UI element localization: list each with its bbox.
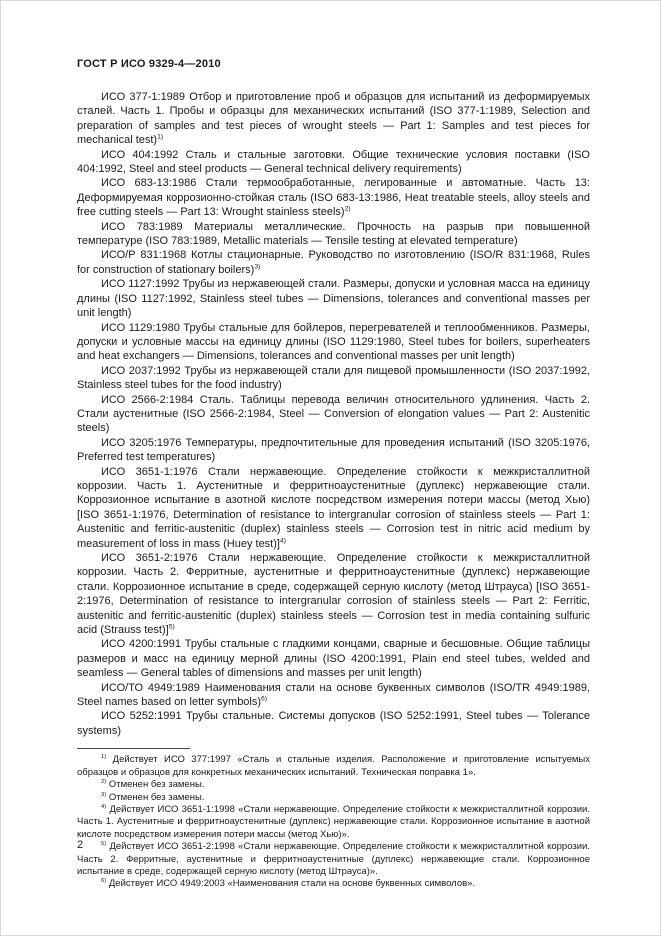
footnote-ref: 5) bbox=[168, 623, 175, 631]
standard-reference bbox=[77, 90, 590, 148]
footnote-marker: 6) bbox=[101, 878, 107, 885]
footnote-marker: 1) bbox=[101, 754, 107, 761]
standard-reference-text: ИСО/ТО 4949:1989 Наименования стали на основе буквенных символов (ISO/TR 4949:1989, Steel names based on letter symbols) bbox=[77, 681, 590, 709]
footnote-ref: 4) bbox=[279, 536, 287, 544]
footnote-text: Действует ИСО 4949:2003 «Наименования стали на основе буквенных символов». bbox=[108, 878, 476, 890]
footnote-ref: 1) bbox=[157, 133, 164, 141]
standard-reference bbox=[77, 709, 590, 738]
standard-reference bbox=[77, 277, 590, 320]
standard-reference bbox=[77, 465, 590, 551]
standard-reference bbox=[77, 220, 590, 249]
footnote-text: Действует ИСО 377:1997 «Сталь и стальные изделия. Расположение и приготовление испытуемых образцов и образцов для конкретных механических испытаний. Техническая поправка 1». bbox=[77, 754, 590, 778]
standard-reference-text: ИСО 683-13:1986 Стали термообработанные, легированные и автоматные. Часть 13: Деформируемая коррозионно-стойкая сталь (ISO 683-13:1986, Heat treatable steels, alloy steels and free cutting steels — Part 13: Wrought stainless steels) bbox=[77, 177, 590, 219]
footnote bbox=[77, 878, 590, 890]
standard-reference bbox=[77, 148, 590, 177]
standard-reference-text: ИСО 2037:1992 Трубы из нержавеющей стали для пищевой промышленности (ISO 2037:1992, Stainless steel tubes for the food industry) bbox=[77, 364, 590, 392]
standard-reference-text: ИСО 1129:1980 Трубы стальные для бойлеров, перегревателей и теплообменников. Размеры, допуски и условные массы на единицу длины (ISO 1129:1980, Steel tubes for boilers, superheaters and heat exchangers — Dimensions, tolerances and conventional masses per unit length) bbox=[77, 321, 590, 363]
footnote-text: Отменен без замены. bbox=[108, 791, 205, 803]
footnote bbox=[77, 792, 590, 804]
standard-reference-text: ИСО 1127:1992 Трубы из нержавеющей стали. Размеры, допуски и условная масса на единицу длины (ISO 1127:1992, Stainless steel tubes — Dimensions, tolerances and conventional masses per unit length) bbox=[77, 278, 590, 320]
standard-reference bbox=[77, 551, 590, 637]
standard-reference-text: ИСО 5252:1991 Трубы стальные. Системы допусков (ISO 5252:1991, Steel tubes — Tolerance systems) bbox=[77, 710, 590, 737]
footnote-ref: 3) bbox=[254, 263, 261, 271]
footnote-text: Отменен без замены. bbox=[108, 779, 205, 791]
footnote-ref: 2) bbox=[344, 205, 351, 213]
footnote bbox=[77, 779, 590, 791]
standard-reference-text: ИСО 4200:1991 Трубы стальные с гладкими концами, сварные и бесшовные. Общие таблицы размеров и масс на единицу мерной длины (ISO 4200:1991, Plain end steel tubes, welded and seamless — General tables of dimensions and masses per unit length) bbox=[77, 638, 590, 680]
footnote-marker: 2) bbox=[101, 778, 107, 785]
footnote-marker: 5) bbox=[101, 840, 107, 847]
footnote-marker: 3) bbox=[101, 791, 107, 798]
standard-reference-text: ИСО 404:1992 Сталь и стальные заготовки. Общие технические условия поставки (ISO 404:1992, Steel and steel products — General technical delivery requirements) bbox=[77, 148, 590, 176]
footnote-ref: 6) bbox=[261, 695, 268, 703]
footnote bbox=[77, 754, 590, 779]
footnote-text: Действует ИСО 3651-1:1998 «Стали нержавеющие. Определение стойкости к межкристаллитной коррозии. Часть 1. Аустенитные и ферритноаустенитные (дуплекс) нержавеющие стали. Коррозионное испытание в азотной кислоте посредством измерения потери массы (метод Хью)». bbox=[77, 803, 590, 840]
standard-reference-text: ИСО 3651-1:1976 Стали нержавеющие. Определение стойкости к межкристаллитной коррозии. Часть 1. Аустенитные и ферритноаустенитные (дуплекс) нержавеющие стали. Коррозионное испытание в азотной кислоте посредством измерения потери массы (метод Хью) [ISO 3651-1:1976, Determination of resistance to intergranular corrosion of stainless steels — Part 1: Austenitic and ferritic-austenitic (duplex) stainless steels — Corrosion test in nitric acid medium by measurement of loss in mass (Huey test)] bbox=[77, 465, 590, 550]
footnote bbox=[77, 841, 590, 878]
standard-reference bbox=[77, 681, 590, 710]
standard-reference bbox=[77, 176, 590, 219]
standard-reference bbox=[77, 321, 590, 364]
footnotes-section bbox=[77, 748, 590, 890]
standard-reference bbox=[77, 393, 590, 436]
standard-reference bbox=[77, 364, 590, 393]
standard-reference-text: ИСО 783:1989 Материалы металлические. Прочность на разрыв при повышенной температуре (ISO 783:1989, Metallic materials — Tensile testing at elevated temperature) bbox=[77, 220, 590, 248]
standard-reference-text: ИСО 2566-2:1984 Сталь. Таблицы перевода величин относительного удлинения. Часть 2. Стали аустенитные (ISO 2566-2:1984, Steel — Conversion of elongation values — Part 2: Austenitic steels) bbox=[77, 393, 590, 435]
references-section bbox=[77, 90, 590, 738]
footnote-separator bbox=[77, 748, 190, 749]
standard-reference bbox=[77, 436, 590, 465]
standard-reference-text: ИСО 3205:1976 Температуры, предпочтительные для проведения испытаний (ISO 3205:1976, Preferred test temperatures) bbox=[77, 436, 590, 464]
standard-reference-text: ИСО/Р 831:1968 Котлы стационарные. Руководство по изготовлению (ISO/R 831:1968, Rules for construction of stationary boilers) bbox=[77, 249, 590, 276]
standard-reference-text: ИСО 3651-2:1976 Стали нержавеющие. Определение стойкости к межкристаллитной коррозии. Часть 2. Ферритные, аустенитные и ферритноаустенитные (дуплекс) нержавеющие стали. Коррозионное испытание в среде, содержащей серную кислоту (метод Штрауса) [ISO 3651-2:1976, Determination of resistance to intergranular corrosion of stainless steels — Part 2: Ferritic, austenitic and ferritic-austenitic (duplex) stainless steels — Corrosion test in media containing sulfuric acid (Strauss test)] bbox=[77, 552, 590, 637]
footnote bbox=[77, 804, 590, 841]
document-title: ГОСТ Р ИСО 9329-4—2010 bbox=[77, 58, 221, 70]
standard-reference bbox=[77, 637, 590, 680]
footnote-marker: 4) bbox=[101, 803, 107, 810]
standard-reference bbox=[77, 248, 590, 277]
standard-reference-text: ИСО 377-1:1989 Отбор и приготовление проб и образцов для испытаний из деформируемых сталей. Часть 1. Пробы и образцы для механических испытаний (ISO 377-1:1989, Selection and preparation of samples and test pieces of wrought steels — Part 1: Samples and test pieces for mechanical test) bbox=[77, 91, 590, 147]
footnote-text: Действует ИСО 3651-2:1998 «Стали нержавеющие. Определение стойкости к межкристаллитной коррозии. Часть 2. Ферритные, аустенитные и ферритноаустенитные (дуплекс) нержавеющие стали. Коррозионное испытание в среде, содержащей серную кислоту (метод Штрауса)». bbox=[77, 841, 590, 877]
page-number: 2 bbox=[77, 839, 84, 851]
